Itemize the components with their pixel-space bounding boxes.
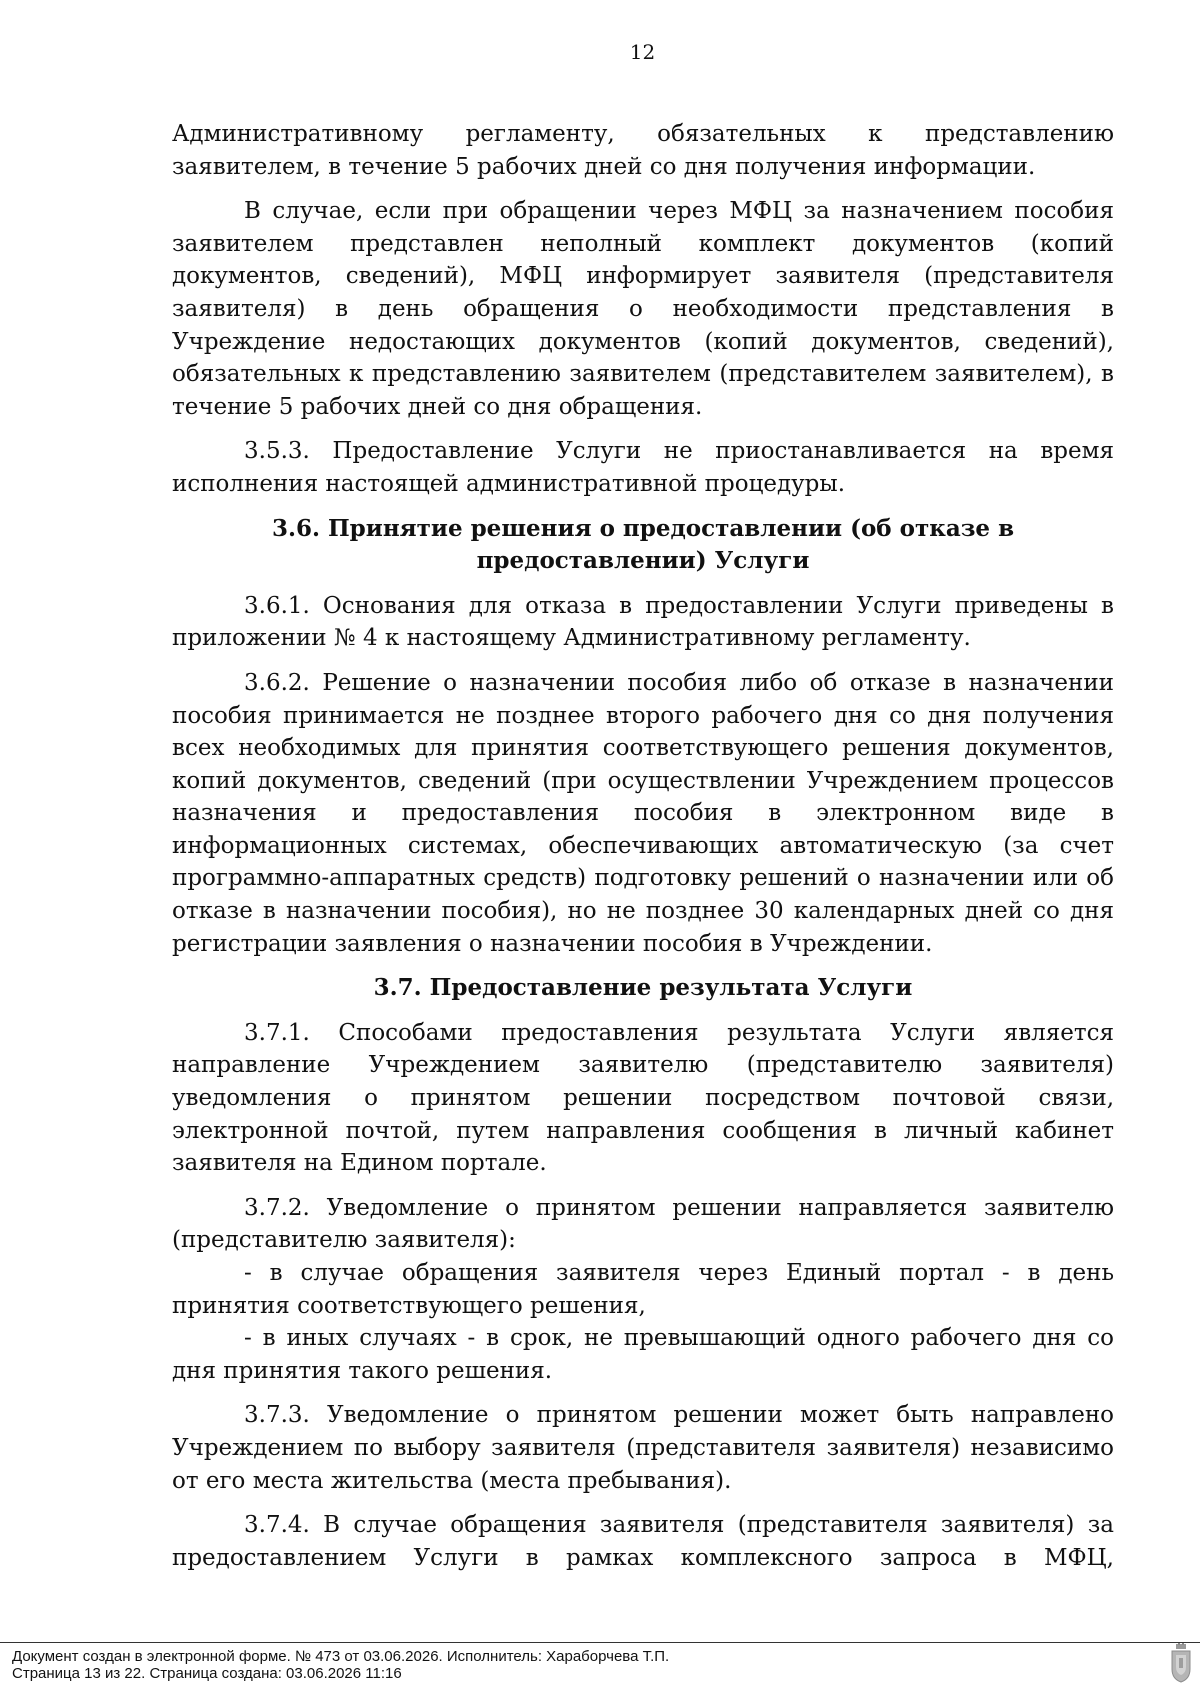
footer-line-document: Документ создан в электронной форме. № 473 от 03.06.2026. Исполнитель: Хараборчева Т.П. (12, 1648, 670, 1665)
paragraph-3-6-1: 3.6.1. Основания для отказа в предоставлении Услуги приведены в приложении № 4 к настоящему Административному регламенту. (172, 592, 1114, 652)
paragraph-3-7-2: 3.7.2. Уведомление о принятом решении направляется заявителю (представителю заявителя): (172, 1194, 1114, 1254)
page-number: 12 (629, 40, 656, 64)
document-body (172, 118, 1114, 1574)
list-item-3-7-2-a: - в случае обращения заявителя через Единый портал - в день принятия соответствующего решения, (172, 1260, 1114, 1319)
heading-3-6: 3.6. Принятие решения о предоставлении (об отказе в предоставлении) Услуги (271, 514, 1015, 575)
paragraph-3-7-3: 3.7.3. Уведомление о принятом решении может быть направлено Учреждением по выбору заявителя (представителя заявителя) независимо от его места жительства (места пребывания). (172, 1402, 1114, 1494)
coat-of-arms-icon (1170, 1643, 1192, 1683)
paragraph-3-6-2: 3.6.2. Решение о назначении пособия либо об отказе в назначении пособия принимается не позднее второго рабочего дня со дня получения всех необходимых для принятия соответствующего решения документов, копий документов, сведений (при осуществлении Учреждением процессов назначения и предоставления пособия в электронном виде в информационных системах, обеспечивающих автоматическую (за счет программно-аппаратных средств) подготовку решений о назначении или об отказе в назначении пособия), но не позднее 30 календарных дней со дня регистрации заявления о назначении пособия в Учреждении. (172, 669, 1114, 957)
paragraph-3-7-4: 3.7.4. В случае обращения заявителя (представителя заявителя) за предоставлением Услуги в рамках комплексного запроса в МФЦ, (172, 1512, 1114, 1571)
footer-text (12, 1648, 669, 1682)
heading-3-7: 3.7. Предоставление результата Услуги (373, 974, 913, 1002)
list-item-3-7-2-b: - в иных случаях - в срок, не превышающий одного рабочего дня со дня принятия такого решения. (172, 1325, 1114, 1384)
paragraph-3-7-1: 3.7.1. Способами предоставления результата Услуги является направление Учреждением заявителю (представителю заявителя) уведомления о принятом решении посредством почтовой связи, электронной почтой, путем направления сообщения в личный кабинет заявителя на Едином портале. (172, 1019, 1114, 1177)
paragraph-mfc-incomplete: В случае, если при обращении через МФЦ за назначением пособия заявителем представлен неполный комплект документов (копий документов, сведений), МФЦ информирует заявителя (представителя заявителя) в день обращения о необходимости представления в Учреждение недостающих документов (копий документов, сведений), обязательных к представлению заявителем (представителем заявителем), в течение 5 рабочих дней со дня обращения. (172, 198, 1114, 420)
paragraph-3-5-3: 3.5.3. Предоставление Услуги не приостанавливается на время исполнения настоящей административной процедуры. (172, 438, 1114, 497)
footer-line-page: Страница 13 из 22. Страница создана: 03.06.2026 11:16 (12, 1665, 402, 1682)
document-footer (0, 1642, 1200, 1682)
paragraph-continuation: Административному регламенту, обязательных к представлению заявителем, в течение 5 рабочих дней со дня получения информации. (172, 121, 1114, 180)
